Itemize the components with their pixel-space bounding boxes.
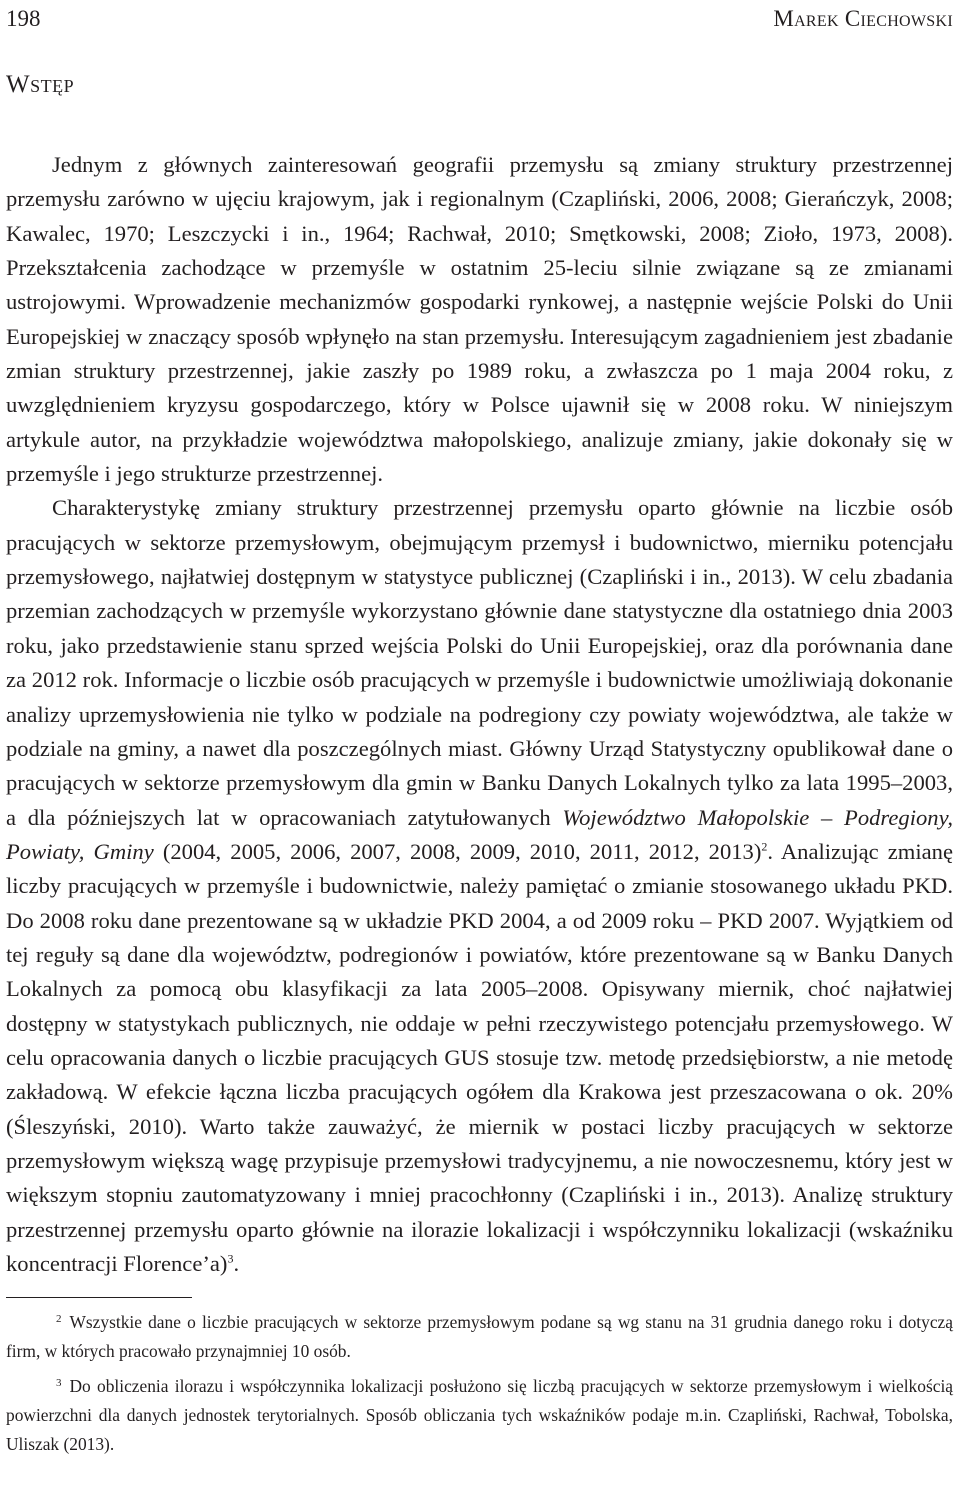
footnote-number: 2 (56, 1312, 62, 1325)
paragraph-2-text-b: (2004, 2005, 2006, 2007, 2008, 2009, 2010, 2011, 2012, 2013) (162, 838, 762, 864)
footnote (6, 1372, 953, 1459)
footnotes (6, 1308, 953, 1459)
body-text (6, 148, 953, 1281)
paragraph-2 (6, 491, 953, 1281)
paragraph-2-text-a: Charakterystykę zmiany struktury przestrzennej przemysłu oparto głównie na liczbie osób pracujących w sektorze przemysłowym, obejmującym przemysł i budownictwo, mierniku potencjału przemysłowego, najłatwiej dostępnym w statystyce publicznej (Czapliński i in., 2013). W celu zbadania przemian zachodzących w przemyśle wykorzystano głównie dane statystyczne dla ostatniego dnia 2003 roku, jako przedstawienie stanu sprzed wejścia Polski do Unii Europejskiej, oraz dla porównania dane za 2012 rok. Informacje o liczbie osób pracujących w przemyśle i budownictwie umożliwiają dokonanie analizy uprzemysłowienia nie tylko w podziale na podregiony czy powiaty województwa, ale także w podziale na gminy, a nawet dla poszczególnych miast. Główny Urząd Statystyczny opublikował dane o pracujących w sektorze przemysłowym dla gmin w Banku Danych Lokalnych tylko za lata 1995–2003, a dla późniejszych lat w opracowaniach zatytułowanych (6, 495, 953, 830)
footnote (6, 1308, 953, 1366)
paragraph-2-text-c: . Analizując zmianę liczby pracujących w przemyśle i budownictwie, należy pamiętać o zmianie stosowanego układu PKD. Do 2008 roku dane prezentowane są w układzie PKD 2004, a od 2009 roku – PKD 2007. Wyjątkiem od tej reguły są dane dla województw, podregionów i powiatów, które prezentowane są w Banku Danych Lokalnych za pomocą obu klasyfikacji za lata 2005–2008. Opisywany miernik, choć najłatwiej dostępny w statystykach publicznych, nie oddaje w pełni rzeczywistego potencjału przemysłowego. W celu opracowania danych o liczbie pracujących GUS stosuje tzw. metodę przedsiębiorstw, a nie metodę zakładową. W efekcie łączna liczba pracujących ogółem dla Krakowa jest przeszacowana o ok. 20% (Śleszyński, 2010). Warto także zauważyć, że miernik w postaci liczby pracujących w sektorze przemysłowym większą wagę przypisuje przemysłowi tradycyjnemu, a nie nowoczesnemu, który jest w większym stopniu zautomatyzowany i mniej pracochłonny (Czapliński i in., 2013). Analizę struktury przestrzennej przemysłu oparto głównie na ilorazie lokalizacji i współczynniku lokalizacji (wskaźniku koncentracji Florence’a) (6, 838, 953, 1276)
paragraph-1: Jednym z głównych zainteresowań geografii przemysłu są zmiany struktury przestrzennej przemysłu zarówno w ujęciu krajowym, jak i regionalnym (Czapliński, 2006, 2008; Gierańczyk, 2008; Kawalec, 1970; Leszczycki i in., 1964; Rachwał, 2010; Smętkowski, 2008; Zioło, 1973, 2008). Przekształcenia zachodzące w przemyśle w ostatnim 25-leciu silnie związane są ze zmianami ustrojowymi. Wprowadzenie mechanizmów gospodarki rynkowej, a następnie wejście Polski do Unii Europejskiej w znaczący sposób wpłynęło na stan przemysłu. Interesującym zagadnieniem jest zbadanie zmian struktury przestrzennej, jakie zaszły po 1989 roku, a zwłaszcza po 1 maja 2004 roku, z uwzględnieniem kryzysu gospodarczego, który w Polsce ujawnił się w 2008 roku. W niniejszym artykule autor, na przykładzie województwa małopolskiego, analizuje zmiany, jakie dokonały się w przemyśle i jego strukturze przestrzennej. (6, 152, 953, 487)
running-head (6, 0, 953, 40)
footnote-text: Wszystkie dane o liczbie pracujących w sektorze przemysłowym podane są wg stanu na 31 grudnia danego roku i dotyczą firm, w których pracowało przynajmniej 10 osób. (6, 1312, 953, 1362)
footnote-ref-3: 3 (227, 1251, 234, 1266)
running-head-author: Marek Ciechowski (773, 6, 953, 31)
footnote-divider (6, 1297, 192, 1298)
paragraph-2-end: . (233, 1251, 240, 1276)
publication-title: Województwo Małopolskie – Podregiony, Powiaty, Gminy (6, 804, 953, 864)
footnote-number: 3 (56, 1376, 62, 1389)
footnote-ref-2: 2 (761, 839, 768, 854)
section-title: Wstęp (6, 71, 75, 98)
page-number: 198 (6, 6, 41, 31)
footnote-text: Do obliczenia ilorazu i współczynnika lokalizacji posłużono się liczbą pracujących w sektorze przemysłowym i wielkością powierzchni dla danych jednostek terytorialnych. Sposób obliczania tych wskaźników podaje m.in. Czapliński, Rachwał, Tobolska, Uliszak (2013). (6, 1376, 953, 1455)
